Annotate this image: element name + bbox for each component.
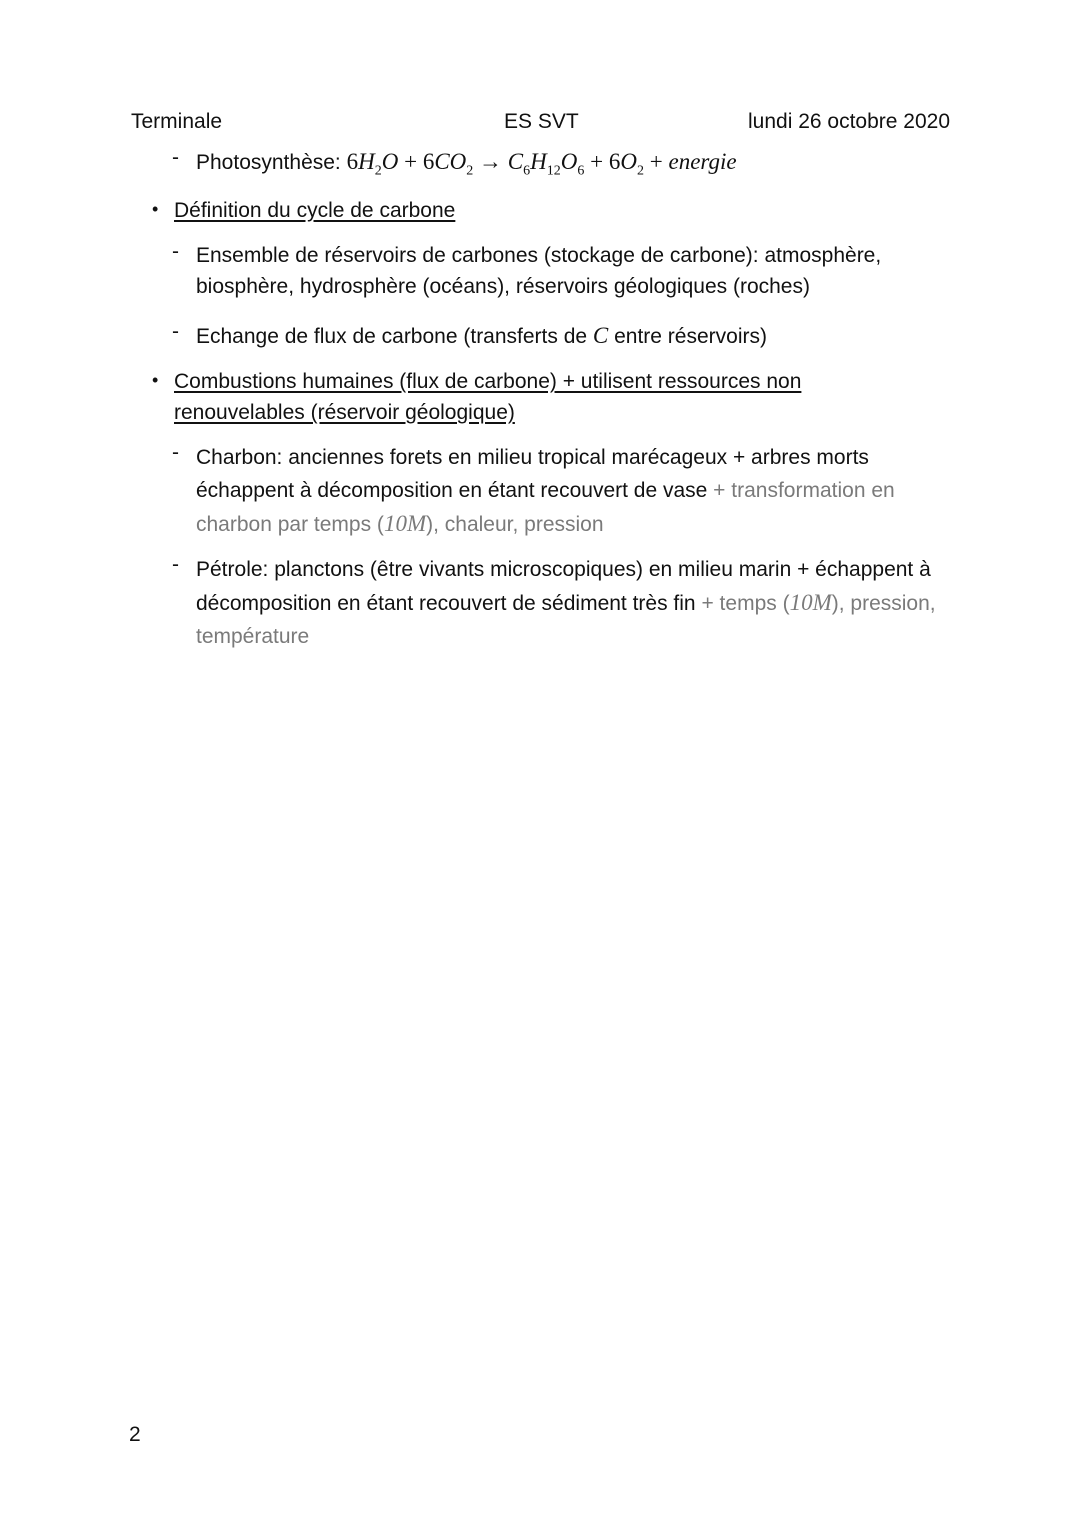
dash-marker: -: [172, 441, 179, 464]
list-item-flux: Echange de flux de carbone (transferts de C entre réservoirs): [196, 323, 767, 348]
list-item-reservoirs: Ensemble de réservoirs de carbones (stockage de carbone): atmosphère, biosphère, hydrosphère (océans), réservoirs géologiques (roches): [196, 244, 882, 298]
list-item-petrole: Pétrole: planctons (être vivants microscopiques) en milieu marin + échappent à décomposition en étant recouvert de sédiment très fin + temps (10M), pression, température: [196, 558, 936, 648]
dash-marker: -: [172, 320, 179, 343]
bullet-icon: •: [152, 199, 159, 219]
section-title-combustions: Combustions humaines (flux de carbone) + utilisent ressources non renouvelables (réservoir géologique): [174, 370, 802, 424]
header-date: lundi 26 octobre 2020: [748, 110, 950, 133]
equation-formula: $6H_2O + 6CO_2 \to C_6H_{12}O_6 + 6O_2$ + energie: [346, 149, 737, 179]
header-level: Terminale: [131, 110, 223, 133]
list-item-charbon: Charbon: anciennes forets en milieu tropical marécageux + arbres morts échappent à décomposition en étant recouvert de vase + transformation en charbon par temps (10M), chaleur, pression: [196, 446, 895, 536]
page-number: 2: [129, 1423, 141, 1446]
header-subject: ES SVT: [504, 110, 579, 133]
photosynthesis-equation: [196, 146, 956, 187]
bullet-icon: •: [152, 370, 159, 390]
dash-marker: -: [172, 553, 179, 576]
dash-marker: -: [172, 240, 179, 263]
dash-marker: -: [172, 146, 179, 169]
section-title-carbon-cycle: Définition du cycle de carbone: [174, 199, 456, 222]
arrow-icon: →: [479, 149, 503, 174]
photosynthesis-label: Photosynthèse:: [196, 151, 341, 174]
